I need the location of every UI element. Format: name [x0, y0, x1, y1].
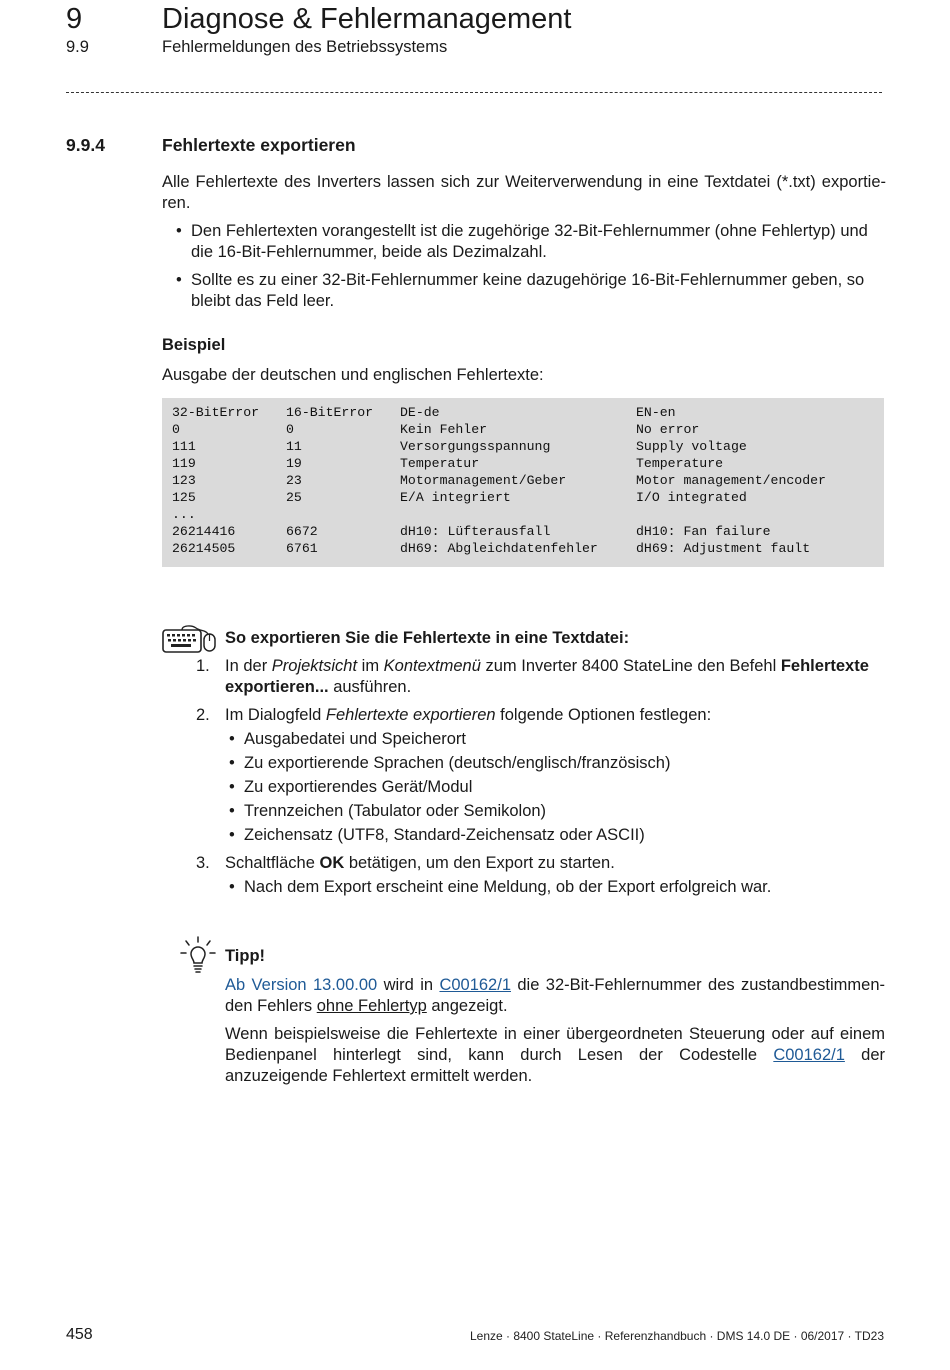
- subsection-number: 9.9.4: [66, 135, 105, 155]
- tip-text: die 32-Bit-Fehlernummer des zustandbestimmenden Fehlers: [225, 976, 885, 1015]
- code-cell: 26214505: [172, 541, 236, 556]
- code-link[interactable]: C00162/1: [439, 976, 511, 994]
- intro-paragraph: Alle Fehlertexte des Inverters lassen sich zur Weiterverwendung in eine Textdatei (*.txt) exportieren.: [162, 173, 886, 212]
- procedure-step-2: [196, 705, 886, 846]
- code-cell: Supply voltage: [636, 439, 747, 454]
- code-cell: 0: [286, 422, 294, 437]
- procedure-step-3: [196, 853, 886, 898]
- code-cell: Versorgungsspannung: [400, 439, 551, 454]
- result-item: • Nach dem Export erscheint eine Meldung, ob der Export erfolgreich war.: [225, 877, 886, 898]
- code-cell: Motormanagement/Geber: [400, 473, 567, 488]
- procedure-steps: [196, 656, 886, 905]
- code-cell: 16-BitError: [286, 405, 374, 420]
- code-cell: 123: [172, 473, 196, 488]
- keyboard-mouse-icon: [162, 622, 218, 654]
- code-cell: [286, 506, 400, 523]
- page-number: 458: [66, 1326, 93, 1343]
- tip-text: Wenn beispielsweise die Fehlertexte in einer übergeordneten Steuerung oder auf einem Bedienpanel hinterlegt sind, kann durch Lesen der Codestelle: [225, 1025, 885, 1064]
- code-row: [172, 472, 826, 489]
- option-item: • Zu exportierende Sprachen (deutsch/englisch/französisch): [225, 753, 886, 774]
- code-cell: ...: [172, 507, 196, 522]
- chapter-number: 9: [66, 3, 83, 35]
- step-emphasis: Fehlertexte exportieren: [325, 706, 496, 724]
- code-cell: 19: [286, 456, 302, 471]
- code-row: [172, 455, 826, 472]
- option-list: [225, 729, 886, 846]
- step-command: Fehlertexte exportieren...: [225, 657, 869, 696]
- step-text: folgende Optionen festlegen:: [495, 706, 712, 724]
- header-divider: [66, 92, 882, 93]
- code-cell: [400, 506, 636, 523]
- option-item: • Zeichensatz (UTF8, Standard-Zeichensatz oder ASCII): [225, 825, 886, 846]
- procedure-step-1: [196, 656, 886, 698]
- step-emphasis: Kontextmenü: [383, 657, 481, 675]
- tip-title: Tipp!: [225, 947, 266, 965]
- section-title: Fehlermeldungen des Betriebssystems: [162, 38, 448, 56]
- step-text: zum Inverter 8400 StateLine den Befehl: [480, 657, 781, 675]
- tip-paragraph: [225, 1024, 885, 1087]
- code-cell: dH69: Adjustment fault: [636, 541, 811, 556]
- code-cell: Temperature: [636, 456, 724, 471]
- code-row: [172, 506, 826, 523]
- code-cell: E/A integriert: [400, 490, 511, 505]
- tip-text: angezeigt.: [426, 997, 508, 1015]
- option-item: • Ausgabedatei und Speicherort: [225, 729, 886, 750]
- code-cell: Temperatur: [400, 456, 480, 471]
- code-cell: DE-de: [400, 405, 440, 420]
- code-cell: EN-en: [636, 405, 676, 420]
- intro-bullet-list: [176, 221, 886, 319]
- code-cell: 26214416: [172, 524, 236, 539]
- section-number: 9.9: [66, 38, 89, 56]
- code-row: [172, 489, 826, 506]
- tip-text: wird in: [377, 976, 440, 994]
- code-row: [172, 421, 826, 438]
- code-cell: 6761: [286, 541, 318, 556]
- subsection-title: Fehlertexte exportieren: [162, 135, 356, 155]
- chapter-title: Diagnose & Fehlermanagement: [162, 3, 572, 35]
- error-type-link[interactable]: ohne Fehlertyp: [316, 997, 427, 1015]
- step-text: betätigen, um den Export zu starten.: [344, 854, 615, 872]
- tip-text: der anzuzeigende Fehlertext ermittelt werden.: [225, 1046, 885, 1085]
- step-text: In der: [225, 657, 272, 675]
- procedure-title: So exportieren Sie die Fehlertexte in eine Textdatei:: [225, 629, 630, 647]
- option-item: • Zu exportierendes Gerät/Modul: [225, 777, 886, 798]
- step-number: 3.: [196, 854, 210, 872]
- step-number: 2.: [196, 706, 210, 724]
- step-emphasis: Projektsicht: [271, 657, 358, 675]
- code-row: [172, 438, 826, 455]
- intro-bullet: • Sollte es zu einer 32-Bit-Fehlernummer keine dazugehörige 16-Bit-Fehlernummer geben, so bleibt das Feld leer.: [176, 270, 886, 312]
- result-list: [225, 877, 886, 898]
- code-cell: I/O integrated: [636, 490, 747, 505]
- example-heading: Beispiel: [162, 336, 226, 354]
- code-listing: [162, 398, 884, 567]
- step-text: Im Dialogfeld: [225, 706, 326, 724]
- example-caption: Ausgabe der deutschen und englischen Fehlertexte:: [162, 366, 544, 384]
- code-cell: 32-BitError: [172, 405, 260, 420]
- step-number: 1.: [196, 657, 210, 675]
- footer-text: Lenze · 8400 StateLine · Referenzhandbuch · DMS 14.0 DE · 06/2017 · TD23: [469, 1329, 884, 1343]
- code-cell: dH10: Fan failure: [636, 524, 771, 539]
- step-text: Schaltfläche: [225, 854, 320, 872]
- step-command: OK: [319, 854, 345, 872]
- code-cell: 125: [172, 490, 196, 505]
- code-header-row: [172, 404, 826, 421]
- code-cell: 11: [286, 439, 302, 454]
- code-cell: 6672: [286, 524, 318, 539]
- version-link[interactable]: Ab Version 13.00.00: [225, 976, 378, 994]
- code-cell: 23: [286, 473, 302, 488]
- code-cell: [636, 506, 826, 523]
- lightbulb-icon: [180, 936, 216, 974]
- tip-paragraph: [225, 975, 885, 1017]
- option-item: • Trennzeichen (Tabulator oder Semikolon): [225, 801, 886, 822]
- step-text: ausführen.: [328, 678, 412, 696]
- code-cell: Motor management/encoder: [636, 473, 826, 488]
- code-row: [172, 540, 826, 557]
- code-cell: No error: [636, 422, 700, 437]
- step-text: im: [357, 657, 384, 675]
- code-cell: 25: [286, 490, 302, 505]
- code-link[interactable]: C00162/1: [773, 1046, 845, 1064]
- code-cell: Kein Fehler: [400, 422, 488, 437]
- code-cell: 0: [172, 422, 180, 437]
- code-cell: dH69: Abgleichdatenfehler: [400, 541, 598, 556]
- code-cell: dH10: Lüfterausfall: [400, 524, 551, 539]
- code-row: [172, 523, 826, 540]
- error-text-table: [172, 404, 826, 557]
- intro-bullet: • Den Fehlertexten vorangestellt ist die zugehörige 32-Bit-Fehlernummer (ohne Fehlertyp) und die 16-Bit-Fehlernummer, beide als Dezimalzahl.: [176, 221, 886, 263]
- code-cell: 119: [172, 456, 196, 471]
- code-cell: 111: [172, 439, 196, 454]
